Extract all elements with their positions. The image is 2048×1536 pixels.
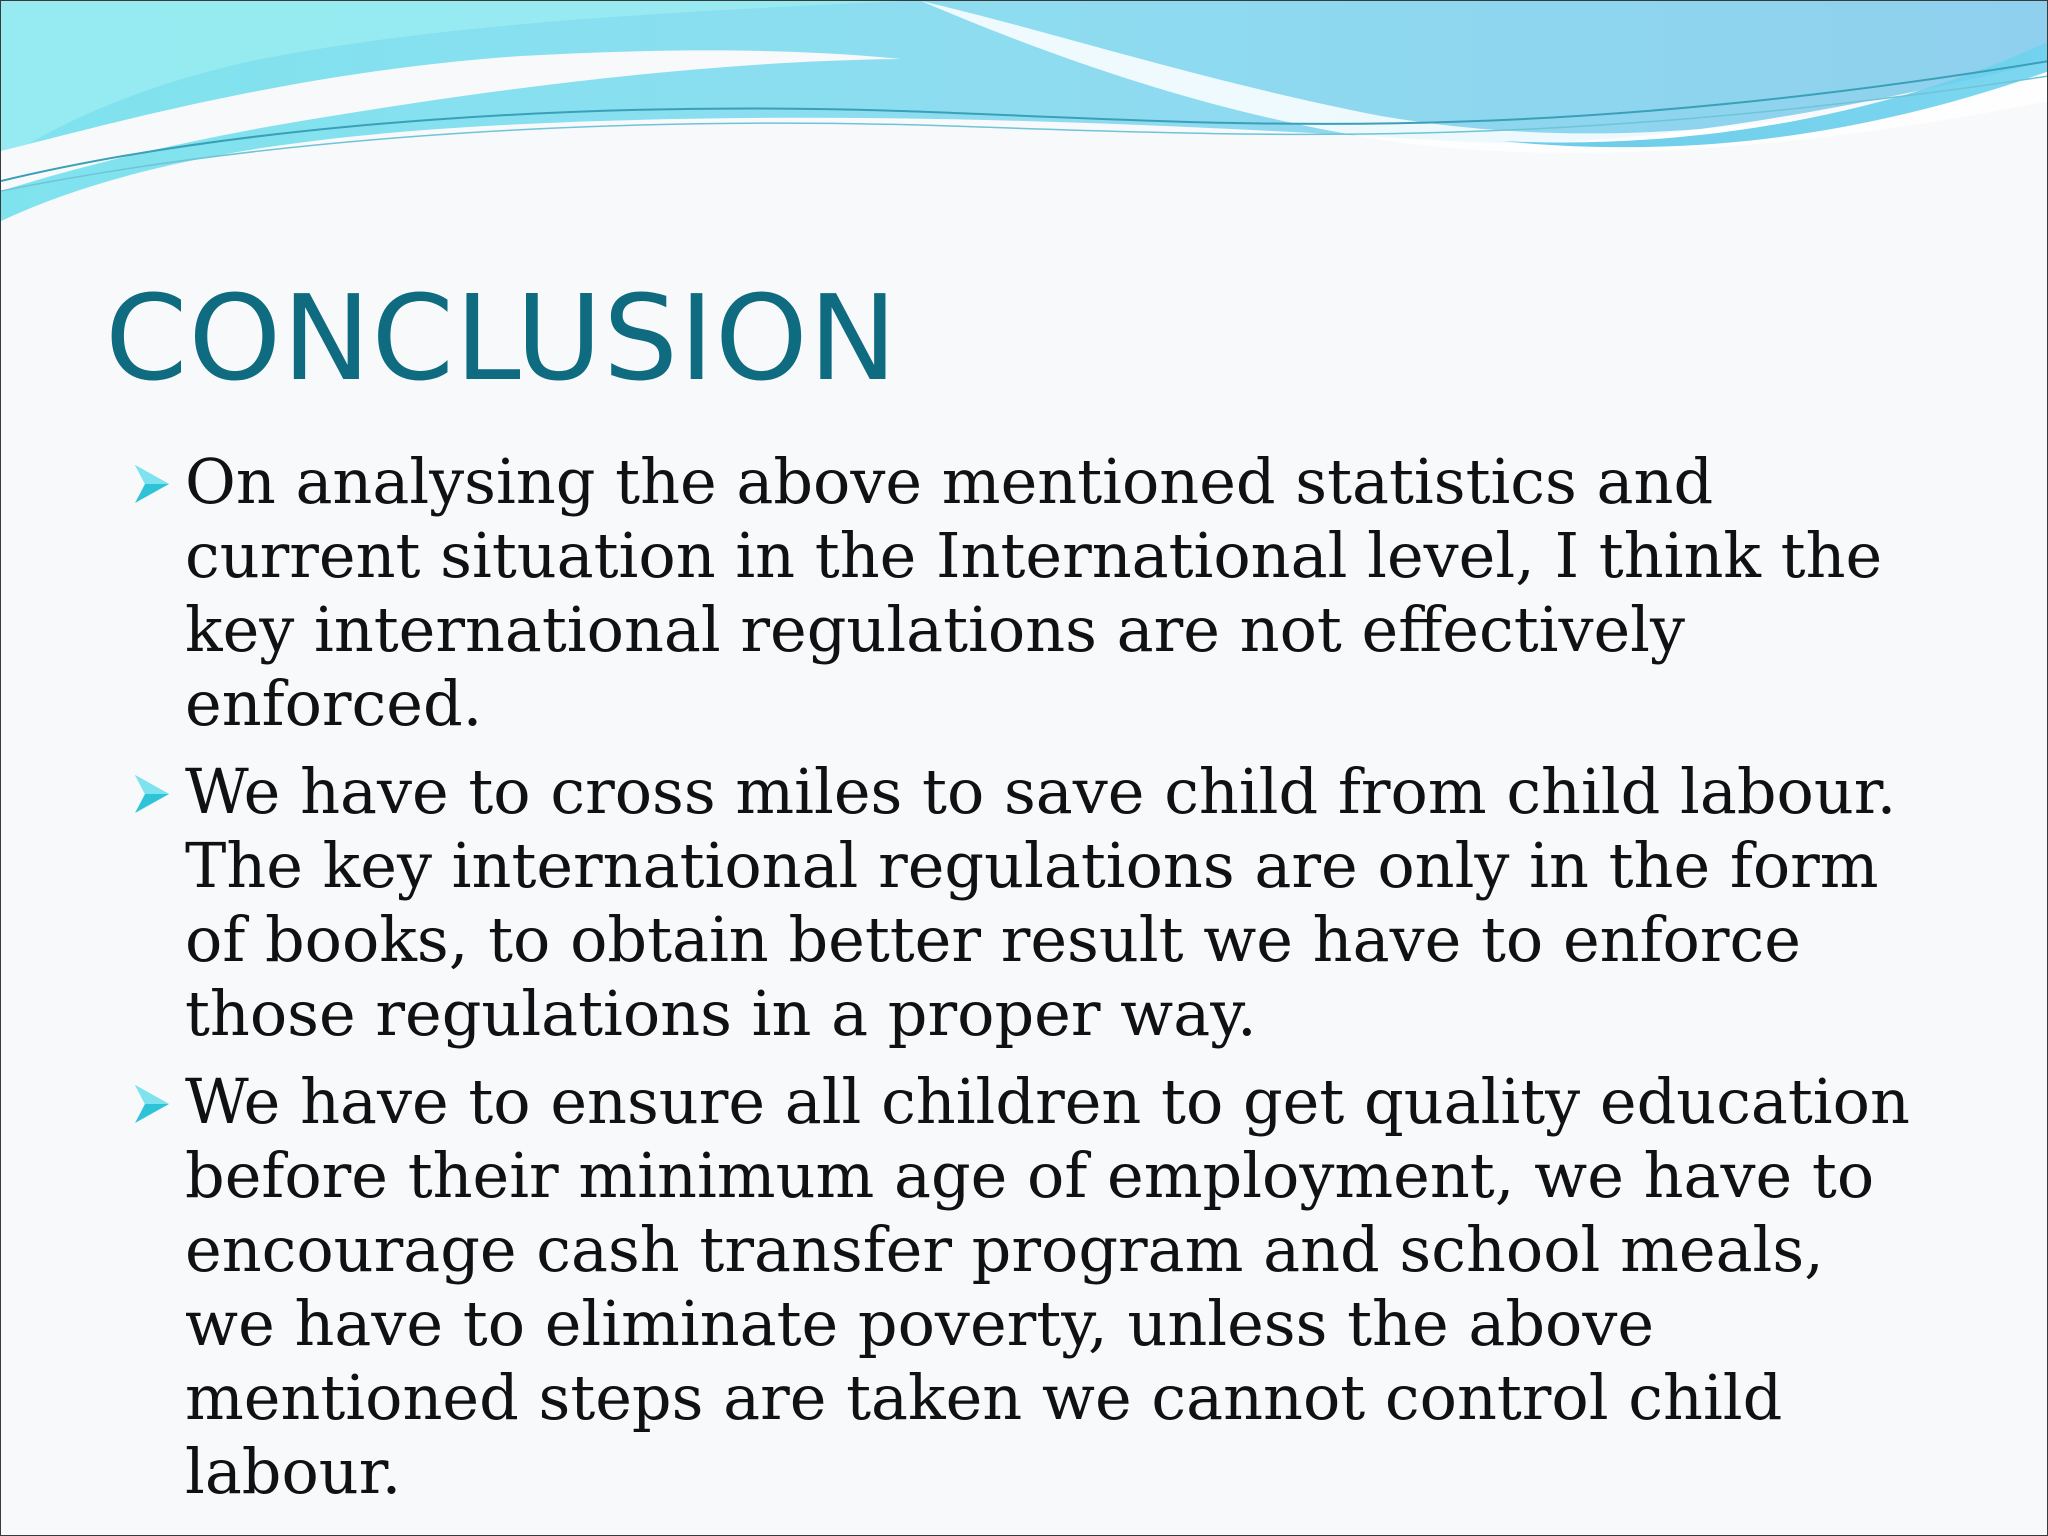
bullet-text: On analysing the above mentioned statistics and current situation in the International level, I think the key international regulations are not effectively enforced.	[185, 445, 1883, 740]
bullet-text: We have to ensure all children to get quality education before their minimum age of employment, we have to encourage cash transfer program and school meals, we have to eliminate poverty, unless the above mentioned steps are taken we cannot control child labour.	[185, 1065, 1910, 1508]
slide-title: CONCLUSION	[105, 269, 899, 407]
header-wave-decoration	[1, 1, 2048, 241]
bullet-item	[121, 755, 1921, 1051]
arrow-bullet-icon	[131, 771, 171, 817]
arrow-bullet-icon	[131, 461, 171, 507]
bullet-list	[121, 445, 1921, 1523]
arrow-bullet-icon	[131, 1081, 171, 1127]
bullet-item	[121, 1065, 1921, 1509]
bullet-item	[121, 445, 1921, 741]
bullet-text: We have to cross miles to save child from child labour. The key international regulations are only in the form of books, to obtain better result we have to enforce those regulations in a proper way.	[185, 755, 1897, 1050]
